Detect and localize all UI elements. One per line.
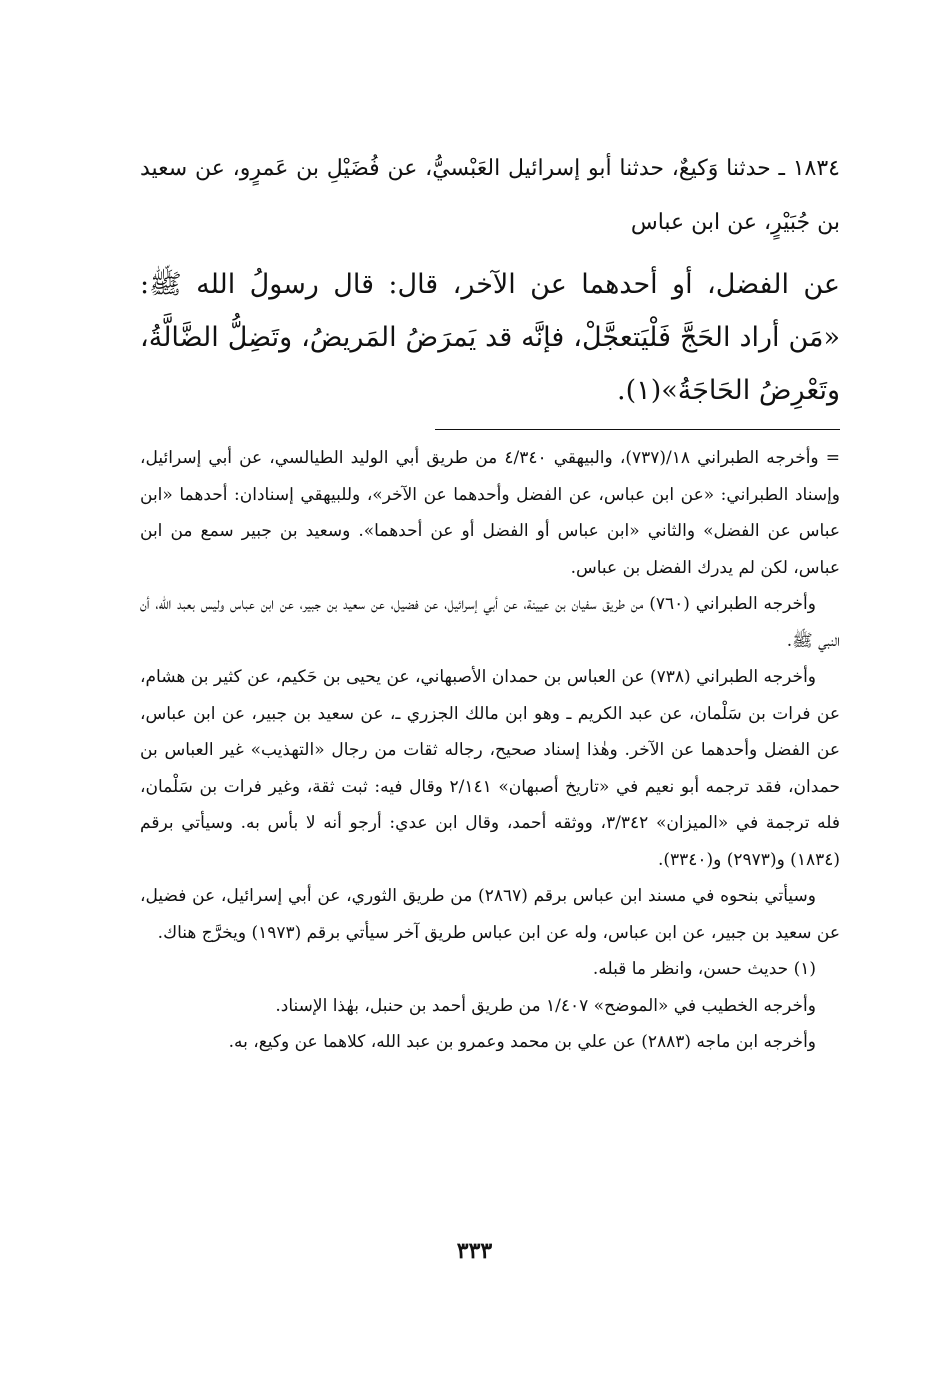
page-content (140, 142, 840, 1061)
page-number: ٣٣٣ (456, 1238, 493, 1264)
footnote-paragraph: وأخرجه ابن ماجه (٢٨٨٣) عن علي بن محمد وعمرو بن عبد الله، كلاهما عن وكيع، به. (228, 1032, 816, 1052)
footnote-paragraph: (١) حديث حسن، وانظر ما قبله. (592, 959, 816, 979)
footnote-paragraph: وأخرجه الخطيب في «الموضح» ١/٤٠٧ من طريق أحمد بن حنبل، بهٰذا الإسناد. (275, 995, 816, 1016)
footnote-paragraph: وأخرجه الطبراني (٧٣٨) عن العباس بن حمدان الأصبهاني، عن يحيى بن حَكيم، عن كثير بن هشام، عن فرات بن سَلْمان، عن عبد الكريم ـ وهو ابن مالك الجزري ـ، عن سعيد بن جبير، عن ابن عباس، عن الفضل وأحدهما عن الآخر. وهٰذا إسناد صحيح، رجاله ثقات من رجال «التهذيب» غير العباس بن حمدان، فقد ترجمه أبو نعيم في «تاريخ أصبهان» ٢/١٤١ وقال فيه: ثبت ثقة، وغير فرات بن سَلْمان، فله ترجمة في «الميزان» ٣/٣٤٢، ووثقه أحمد، وقال ابن عدي: أرجو أنه لا بأس به. وسيأتي برقم (١٨٣٤) و(٢٩٧٣) و(٣٣٤٠). (140, 667, 840, 870)
main-text (140, 142, 840, 417)
footnote-paragraph: وسيأتي بنحوه في مسند ابن عباس برقم (٢٨٦٧) من طريق الثوري، عن أبي إسرائيل، عن فضيل، عن سعيد بن جبير، عن ابن عباس، وله عن ابن عباس طريق آخر سيأتي برقم (١٩٧٣) ويخرَّج هناك. (140, 886, 840, 943)
footnote-paragraph: وأخرجه الطبراني (٧٦٠) من طريق سفيان بن عيينة، عن أبي إسرائيل، عن فضيل، عن سعيد بن جبير، عن ابن عباس وليس بعبد الله، أن النبي ﷺ. (140, 594, 840, 651)
footnote-paragraph: = وأخرجه الطبراني ١٨/(٧٣٧)، والبيهقي ٤/٣٤٠ من طريق أبي الوليد الطيالسي، عن أبي إسرائيل، وإسناد الطبراني: «عن ابن عباس، عن الفضل وأحدهما عن الآخر»، وللبيهقي إسنادان: أحدهما «ابن عباس عن الفضل» والثاني «ابن عباس أو الفضل أو عن أحدهما». وسعيد بن جبير سمع من ابن عباس، لكن لم يدرك الفضل بن عباس. (140, 448, 840, 578)
hadith-isnad: ١٨٣٤ ـ حدثنا وَكيعٌ، حدثنا أبو إسرائيل العَبْسيُّ، عن فُضَيْلِ بن عَمرٍو، عن سعيد بن جُبَيْرٍ، عن ابن عباس (140, 156, 840, 235)
hadith-matn: عن الفضل، أو أحدهما عن الآخر، قال: قال رسولُ الله ﷺ: «مَن أراد الحَجَّ فَلْيَتعجَّلْ، فإنَّه قد يَمرَضُ المَريضُ، وتَضِلُّ الضَّالَّةُ، وتَعْرِضُ الحَاجَةُ»(١). (140, 269, 840, 406)
footnote-divider (435, 429, 840, 430)
footnotes (140, 440, 840, 1061)
